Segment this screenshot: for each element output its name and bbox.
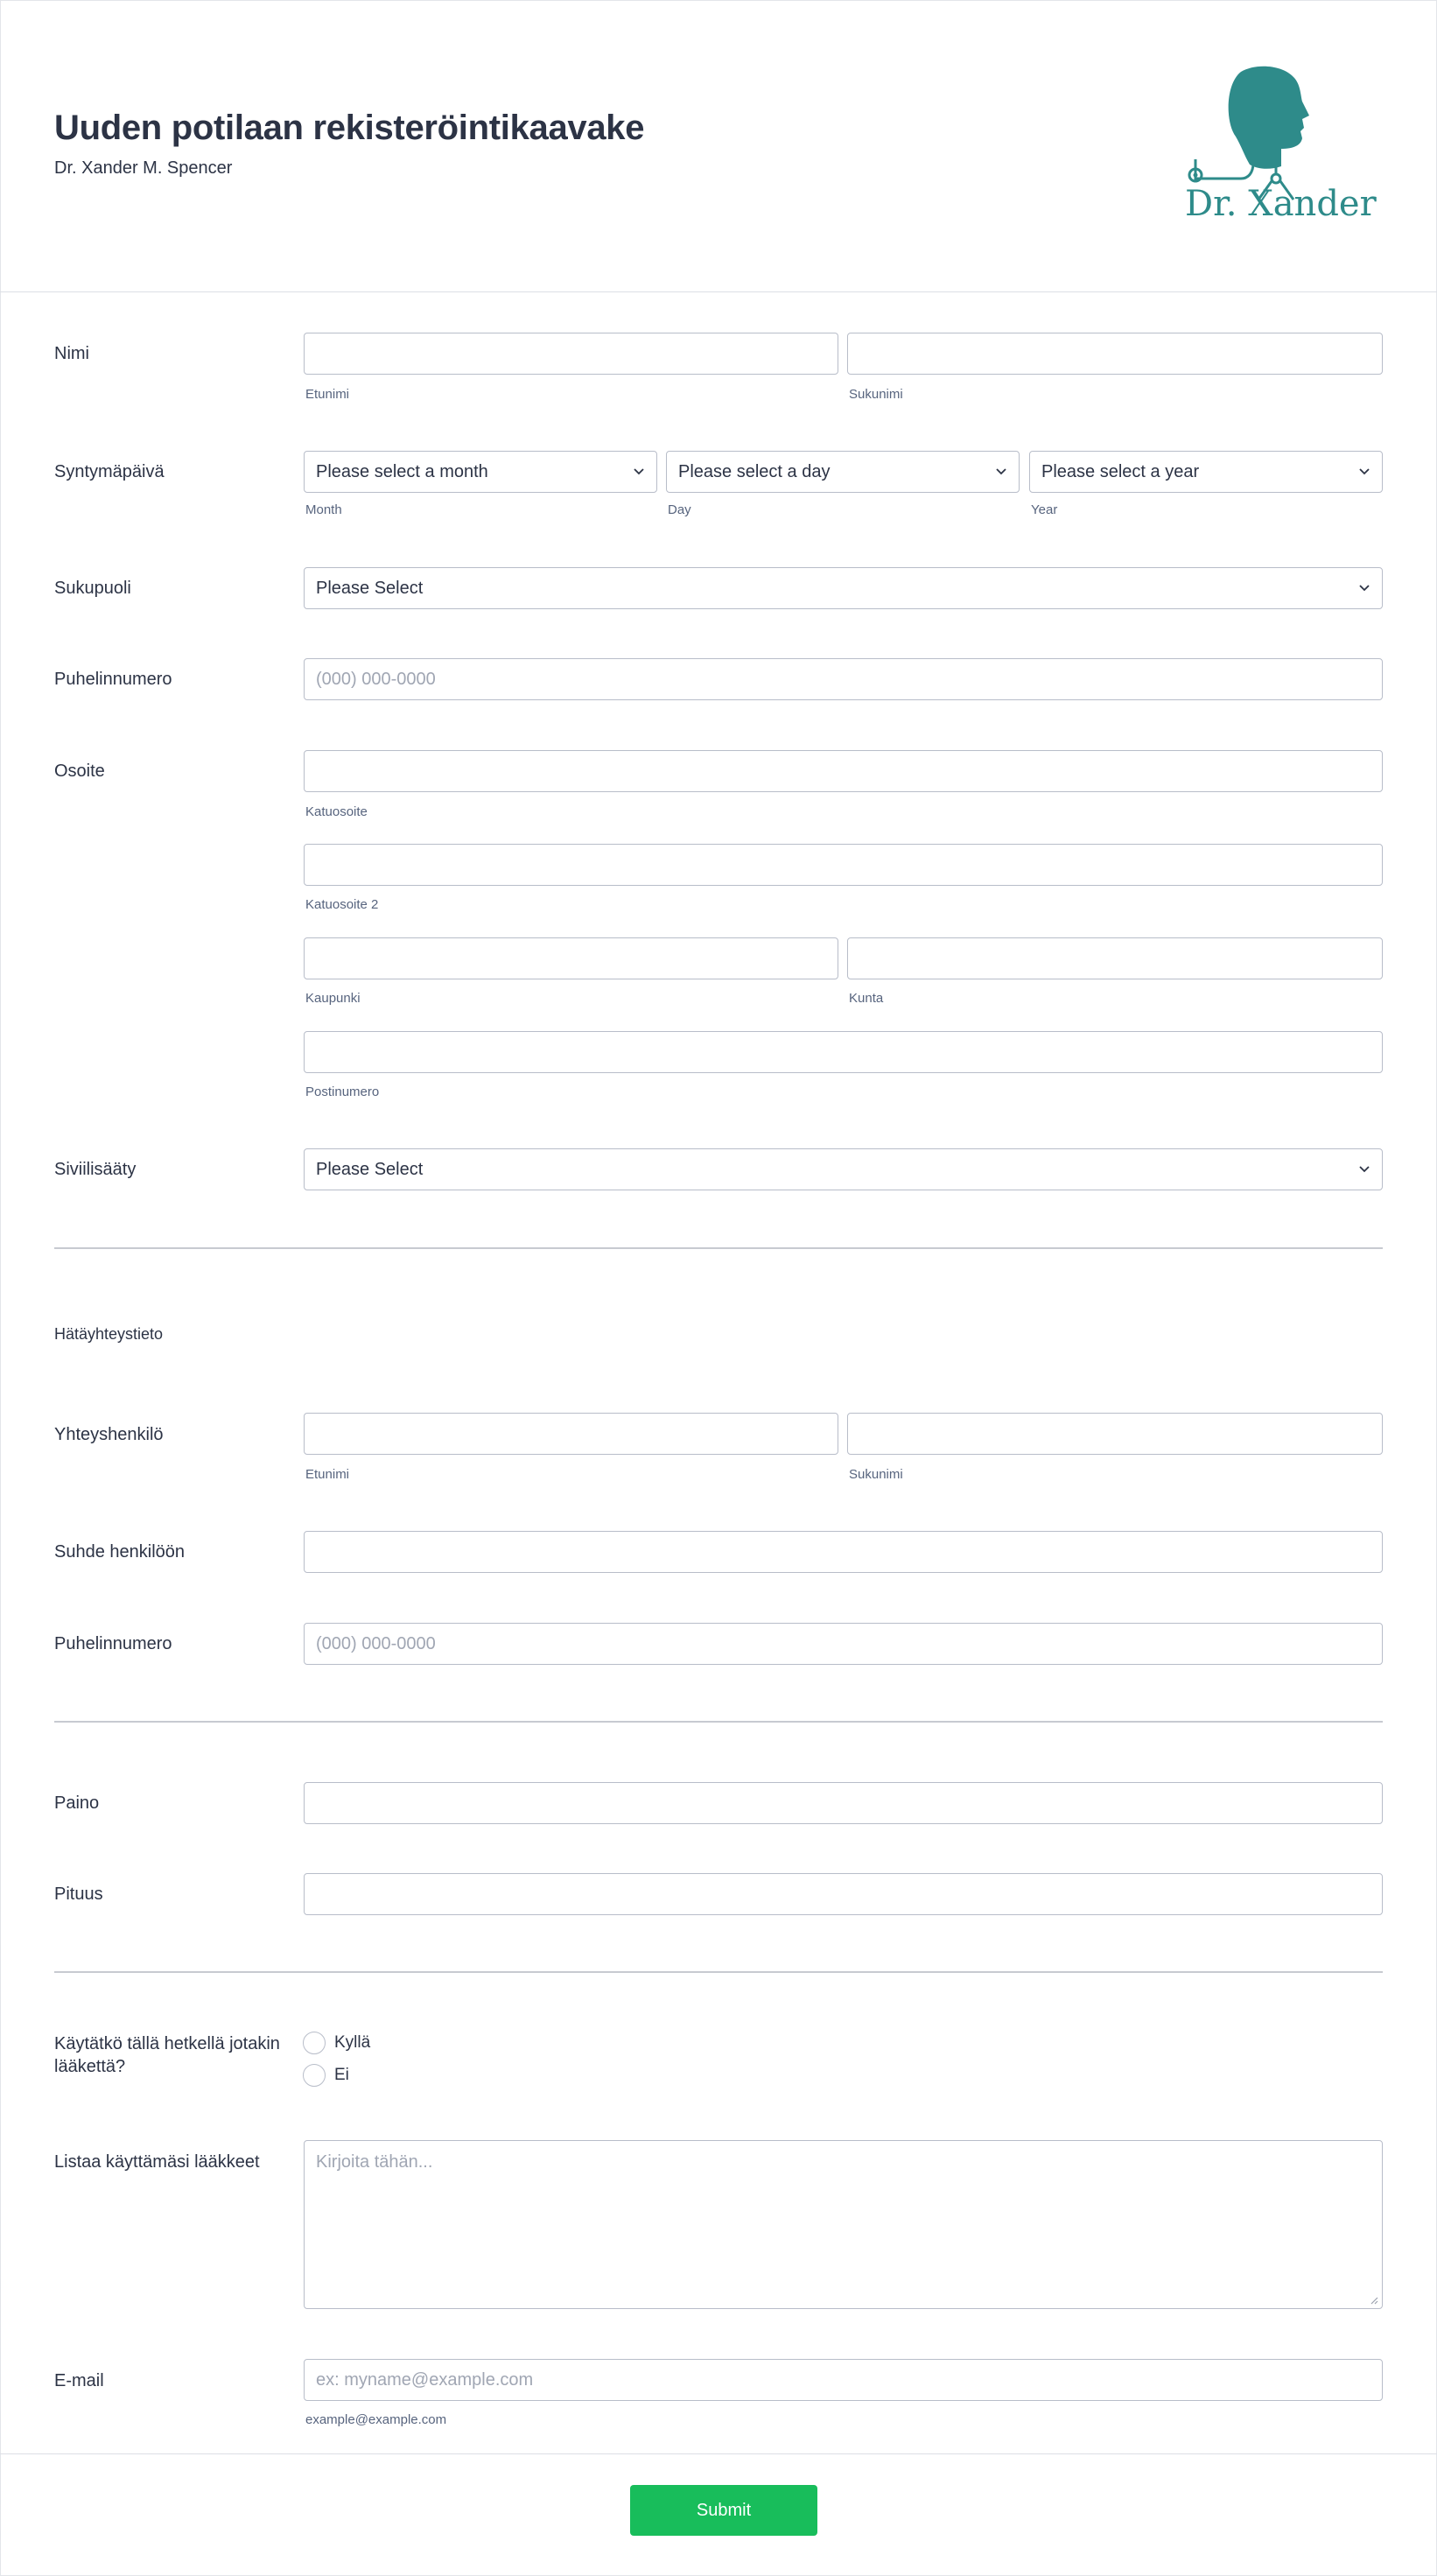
birth-month-select[interactable] (304, 451, 657, 493)
medication-list-label: Listaa käyttämäsi lääkkeet (54, 2152, 260, 2172)
gender-select[interactable] (304, 567, 1383, 609)
birth-year-value: Please select a year (1041, 462, 1200, 481)
postal-code-sublabel: Postinumero (305, 1084, 380, 1099)
municipality-input[interactable] (847, 937, 1383, 979)
medication-yes-radio[interactable] (303, 2032, 326, 2054)
section-divider (54, 1971, 1383, 1973)
city-input[interactable] (304, 937, 838, 979)
emergency-first-name-sublabel: Etunimi (305, 1467, 350, 1482)
emergency-phone-input[interactable] (304, 1623, 1383, 1665)
chevron-down-icon (634, 467, 644, 477)
page-subtitle: Dr. Xander M. Spencer (54, 158, 233, 178)
last-name-input[interactable] (847, 333, 1383, 375)
height-input[interactable] (304, 1873, 1383, 1915)
emergency-contact-label: Yhteyshenkilö (54, 1425, 164, 1444)
emergency-last-name-sublabel: Sukunimi (849, 1467, 903, 1482)
street2-input[interactable] (304, 844, 1383, 886)
birth-month-value: Please select a month (316, 462, 488, 481)
first-name-input[interactable] (304, 333, 838, 375)
emergency-phone-label: Puhelinnumero (54, 1634, 172, 1653)
emergency-first-name-input[interactable] (304, 1413, 838, 1455)
municipality-sublabel: Kunta (849, 991, 884, 1006)
email-input[interactable] (304, 2359, 1383, 2401)
form-header (0, 0, 1437, 292)
birth-year-sublabel: Year (1031, 502, 1058, 517)
birthdate-label: Syntymäpäivä (54, 462, 165, 481)
emergency-last-name-input[interactable] (847, 1413, 1383, 1455)
gender-value: Please Select (316, 579, 424, 598)
height-label: Pituus (54, 1885, 103, 1904)
medication-question-line2: lääkettä? (54, 2057, 126, 2076)
last-name-sublabel: Sukunimi (849, 387, 903, 402)
medication-no-label[interactable]: Ei (334, 2066, 349, 2084)
chevron-down-icon (1359, 467, 1370, 477)
marital-status-value: Please Select (316, 1160, 424, 1179)
doctor-logo-icon (1173, 61, 1383, 236)
footer-divider (0, 2453, 1437, 2454)
medication-yes-label[interactable]: Kyllä (334, 2033, 371, 2052)
phone-input[interactable] (304, 658, 1383, 700)
street2-sublabel: Katuosoite 2 (305, 897, 379, 912)
page-title: Uuden potilaan rekisteröintikaavake (54, 109, 645, 147)
gender-label: Sukupuoli (54, 579, 131, 598)
birth-day-sublabel: Day (668, 502, 691, 517)
email-label: E-mail (54, 2371, 104, 2390)
name-label: Nimi (54, 344, 89, 363)
postal-code-input[interactable] (304, 1031, 1383, 1073)
logo-text: Dr. Xander (1185, 184, 1377, 224)
street-sublabel: Katuosoite (305, 804, 368, 819)
chevron-down-icon (1359, 583, 1370, 593)
medication-list-textarea[interactable] (304, 2140, 1383, 2309)
marital-status-select[interactable] (304, 1148, 1383, 1190)
medication-no-radio[interactable] (303, 2064, 326, 2087)
weight-label: Paino (54, 1793, 100, 1813)
birth-day-select[interactable] (666, 451, 1020, 493)
phone-label: Puhelinnumero (54, 670, 172, 689)
street-input[interactable] (304, 750, 1383, 792)
birth-year-select[interactable] (1029, 451, 1383, 493)
section-divider (54, 1247, 1383, 1249)
relation-input[interactable] (304, 1531, 1383, 1573)
birth-month-sublabel: Month (305, 502, 342, 517)
chevron-down-icon (1359, 1164, 1370, 1175)
birth-day-value: Please select a day (678, 462, 831, 481)
submit-button[interactable]: Submit (630, 2485, 817, 2536)
weight-input[interactable] (304, 1782, 1383, 1824)
email-sublabel: example@example.com (305, 2412, 447, 2427)
section-divider (54, 1721, 1383, 1723)
address-label: Osoite (54, 762, 105, 781)
first-name-sublabel: Etunimi (305, 387, 350, 402)
relation-label: Suhde henkilöön (54, 1542, 186, 1562)
city-sublabel: Kaupunki (305, 991, 361, 1006)
medication-question-line1: Käytätkö tällä hetkellä jotakin (54, 2034, 280, 2053)
medication-question-label (54, 2032, 280, 2078)
chevron-down-icon (996, 467, 1006, 477)
resize-grip-icon[interactable] (1370, 2296, 1378, 2305)
marital-status-label: Siviilisääty (54, 1160, 137, 1179)
emergency-section-title: Hätäyhteystieto (54, 1325, 164, 1343)
